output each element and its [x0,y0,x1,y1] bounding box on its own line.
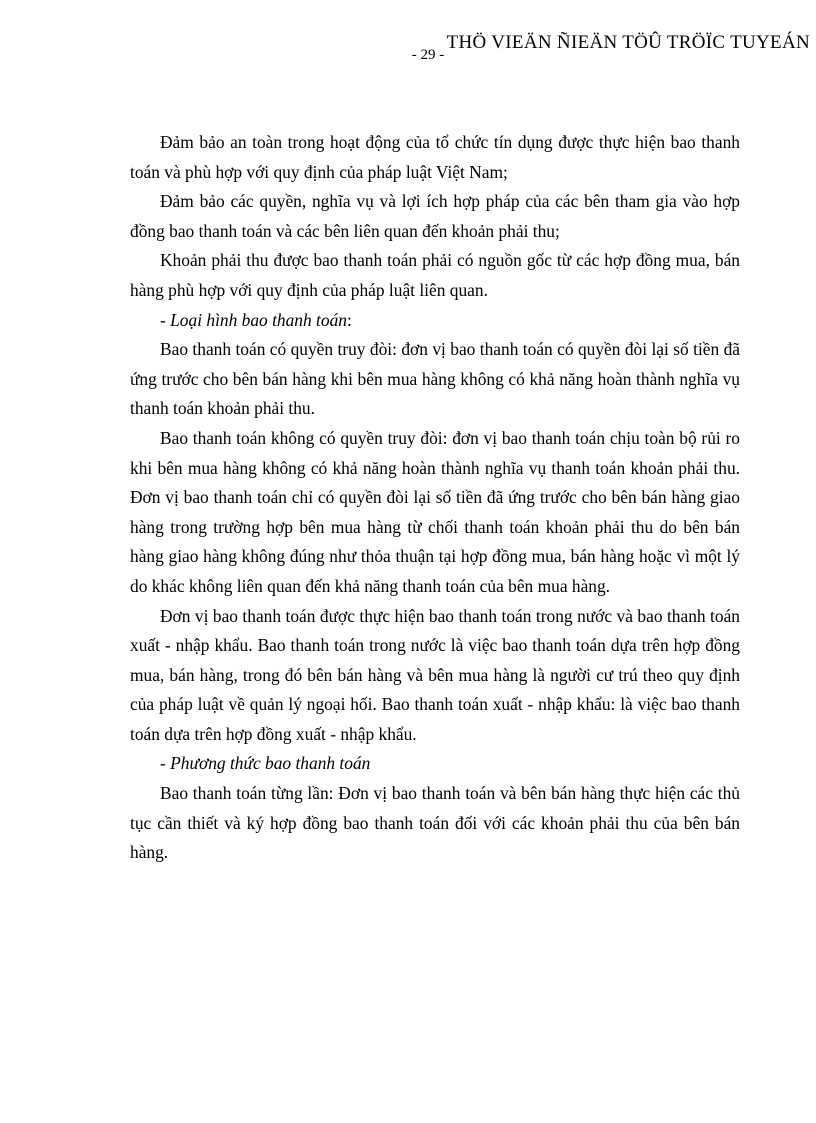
heading-types-text: Loại hình bao thanh toán [170,309,347,330]
paragraph-6: Đơn vị bao thanh toán được thực hiện bao thanh toán trong nước và bao thanh toán xuất - nhập khẩu. Bao thanh toán trong nước là việc bao thanh toán dựa trên hợp đồng mua, bán hàng, trong đó bên bán hàng và bên mua hàng là người cư trú theo quy định của pháp luật về quản lý ngoại hối. Bao thanh toán xuất - nhập khẩu: là việc bao thanh toán dựa trên hợp đồng xuất - nhập khẩu. [130,605,740,744]
heading-dash: - [160,753,171,774]
paragraph-1: Đảm bảo an toàn trong hoạt động của tổ chức tín dụng được thực hiện bao thanh toán và phù hợp với quy định của pháp luật Việt Nam; [130,132,740,182]
heading-colon: : [346,309,352,330]
heading-methods-text: Phương thức bao thanh toán [170,753,371,774]
paragraph-4: Bao thanh toán có quyền truy đòi: đơn vị bao thanh toán có quyền đòi lại số tiền đã ứng trước cho bên bán hàng khi bên mua hàng không có khả năng hoàn thành nghĩa vụ thanh toán khoản phải thu. [130,339,740,419]
watermark-header: THÖ VIEÄN ÑIEÄN TÖÛ TRÖÏC TUYEÁN [446,32,810,53]
paragraph-7: Bao thanh toán từng lần: Đơn vị bao thanh toán và bên bán hàng thực hiện các thủ tục cần thiết và ký hợp đồng bao thanh toán đối với các khoản phải thu của bên bán hàng. [130,783,740,863]
document-body [130,128,740,868]
page-number: - 29 - [411,47,445,63]
paragraph-2: Đảm bảo các quyền, nghĩa vụ và lợi ích hợp pháp của các bên tham gia vào hợp đồng bao thanh toán và các bên liên quan đến khoản phải thu; [130,191,740,241]
section-heading-methods [130,749,740,779]
paragraph-5: Bao thanh toán không có quyền truy đòi: đơn vị bao thanh toán chịu toàn bộ rủi ro khi bên mua hàng không có khả năng hoàn thành nghĩa vụ thanh toán khoản phải thu. Đơn vị bao thanh toán chỉ có quyền đòi lại số tiền đã ứng trước cho bên bán hàng giao hàng trong trường hợp bên mua hàng từ chối thanh toán khoản phải thu do bên bán hàng giao hàng không đúng như thỏa thuận tại hợp đồng mua, bán hàng hoặc vì một lý do khác không liên quan đến khả năng thanh toán của bên mua hàng. [130,427,740,596]
section-heading-types [130,306,740,336]
paragraph-3: Khoản phải thu được bao thanh toán phải có nguồn gốc từ các hợp đồng mua, bán hàng phù hợp với quy định của pháp luật liên quan. [130,250,740,300]
heading-dash: - [160,309,171,330]
